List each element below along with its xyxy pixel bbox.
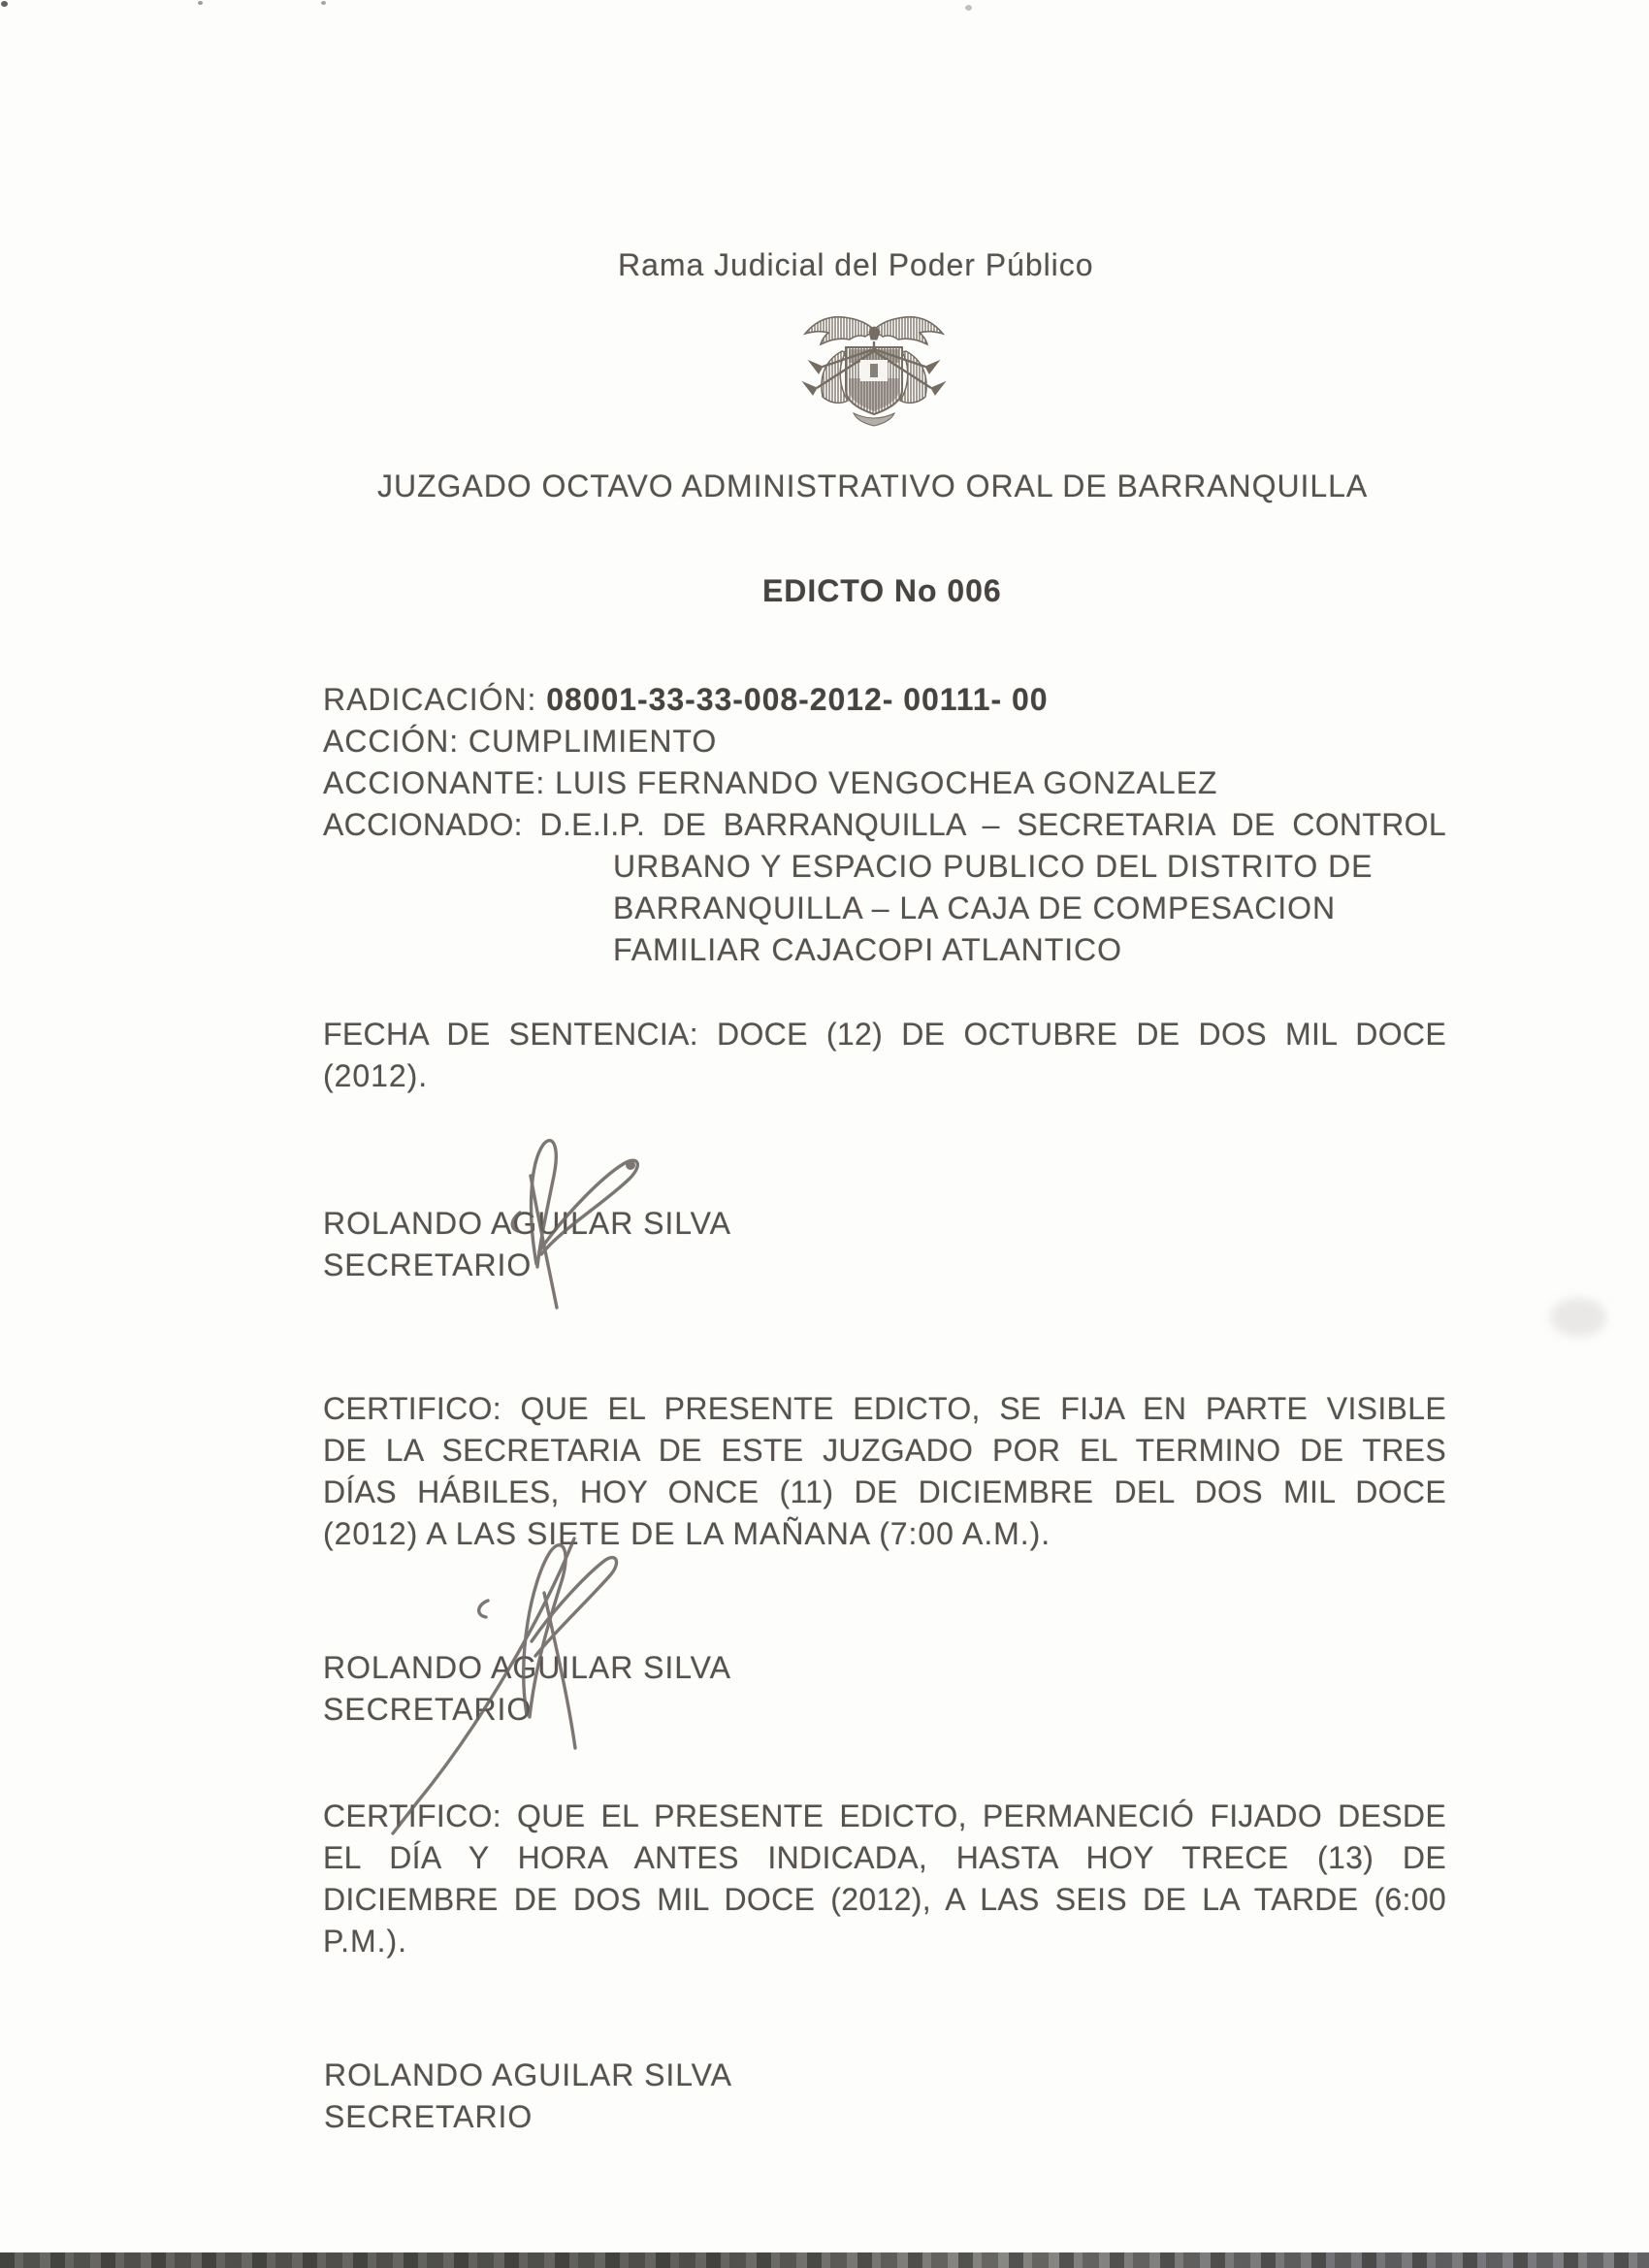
certification-1-line-2: DE LA SECRETARIA DE ESTE JUZGADO POR EL TERMINO DE TRES: [323, 1433, 1446, 1468]
certification-2-line-4: P.M.).: [323, 1924, 407, 1959]
scan-artifact: [321, 1, 326, 5]
accionante-line: ACCIONANTE: LUIS FERNANDO VENGOCHEA GONZALEZ: [323, 765, 1218, 800]
accionado-line-1: ACCIONADO: D.E.I.P. DE BARRANQUILLA – SECRETARIA DE CONTROL: [323, 807, 1446, 842]
radicacion-line: [323, 679, 1049, 720]
accionado-line-4: FAMILIAR CAJACOPI ATLANTICO: [613, 932, 1122, 967]
signature-3-name: ROLANDO AGUILAR SILVA: [324, 2057, 732, 2092]
signature-1-name: ROLANDO AGUILAR SILVA: [323, 1206, 731, 1241]
court-name: JUZGADO OCTAVO ADMINISTRATIVO ORAL DE BARRANQUILLA: [377, 469, 1369, 503]
signature-1-role: SECRETARIO: [323, 1247, 533, 1282]
accionado-line-3: BARRANQUILLA – LA CAJA DE COMPESACION: [613, 891, 1337, 925]
certification-2-line-1: CERTIFICO: QUE EL PRESENTE EDICTO, PERMANECIÓ FIJADO DESDE: [323, 1798, 1446, 1833]
scan-artifact: [965, 5, 972, 11]
signature-3-role: SECRETARIO: [324, 2099, 534, 2134]
edict-number: EDICTO No 006: [762, 573, 1002, 608]
scan-artifact: [1550, 1298, 1606, 1337]
signature-2-name: ROLANDO AGUILAR SILVA: [323, 1650, 731, 1685]
certification-1-line-4: (2012) A LAS SIETE DE LA MAÑANA (7:00 A.M.).: [323, 1516, 1051, 1551]
scan-artifact: [1, 1, 8, 7]
accion-line: ACCIÓN: CUMPLIMIENTO: [323, 724, 718, 759]
radicacion-label: RADICACIÓN:: [323, 682, 547, 717]
certification-1-line-3: DÍAS HÁBILES, HOY ONCE (11) DE DICIEMBRE DEL DOS MIL DOCE: [323, 1474, 1446, 1509]
coat-of-arms-icon: [793, 305, 954, 437]
radicacion-value: 08001-33-33-008-2012- 00111- 00: [546, 682, 1049, 717]
certification-1-line-1: CERTIFICO: QUE EL PRESENTE EDICTO, SE FIJA EN PARTE VISIBLE: [323, 1391, 1446, 1426]
accionado-line-2: URBANO Y ESPACIO PUBLICO DEL DISTRITO DE: [613, 849, 1374, 884]
certification-2-line-3: DICIEMBRE DE DOS MIL DOCE (2012), A LAS SEIS DE LA TARDE (6:00: [323, 1882, 1446, 1917]
header-title: Rama Judicial del Poder Público: [618, 247, 1094, 282]
scan-edge-strip: [0, 2252, 1649, 2268]
sentence-date-line-2: (2012).: [323, 1058, 429, 1093]
scan-artifact: [198, 1, 203, 5]
sentence-date-line-1: FECHA DE SENTENCIA: DOCE (12) DE OCTUBRE DE DOS MIL DOCE: [323, 1017, 1446, 1052]
certification-2-line-2: EL DÍA Y HORA ANTES INDICADA, HASTA HOY TRECE (13) DE: [323, 1840, 1446, 1875]
signature-2-role: SECRETARIO: [323, 1692, 533, 1727]
